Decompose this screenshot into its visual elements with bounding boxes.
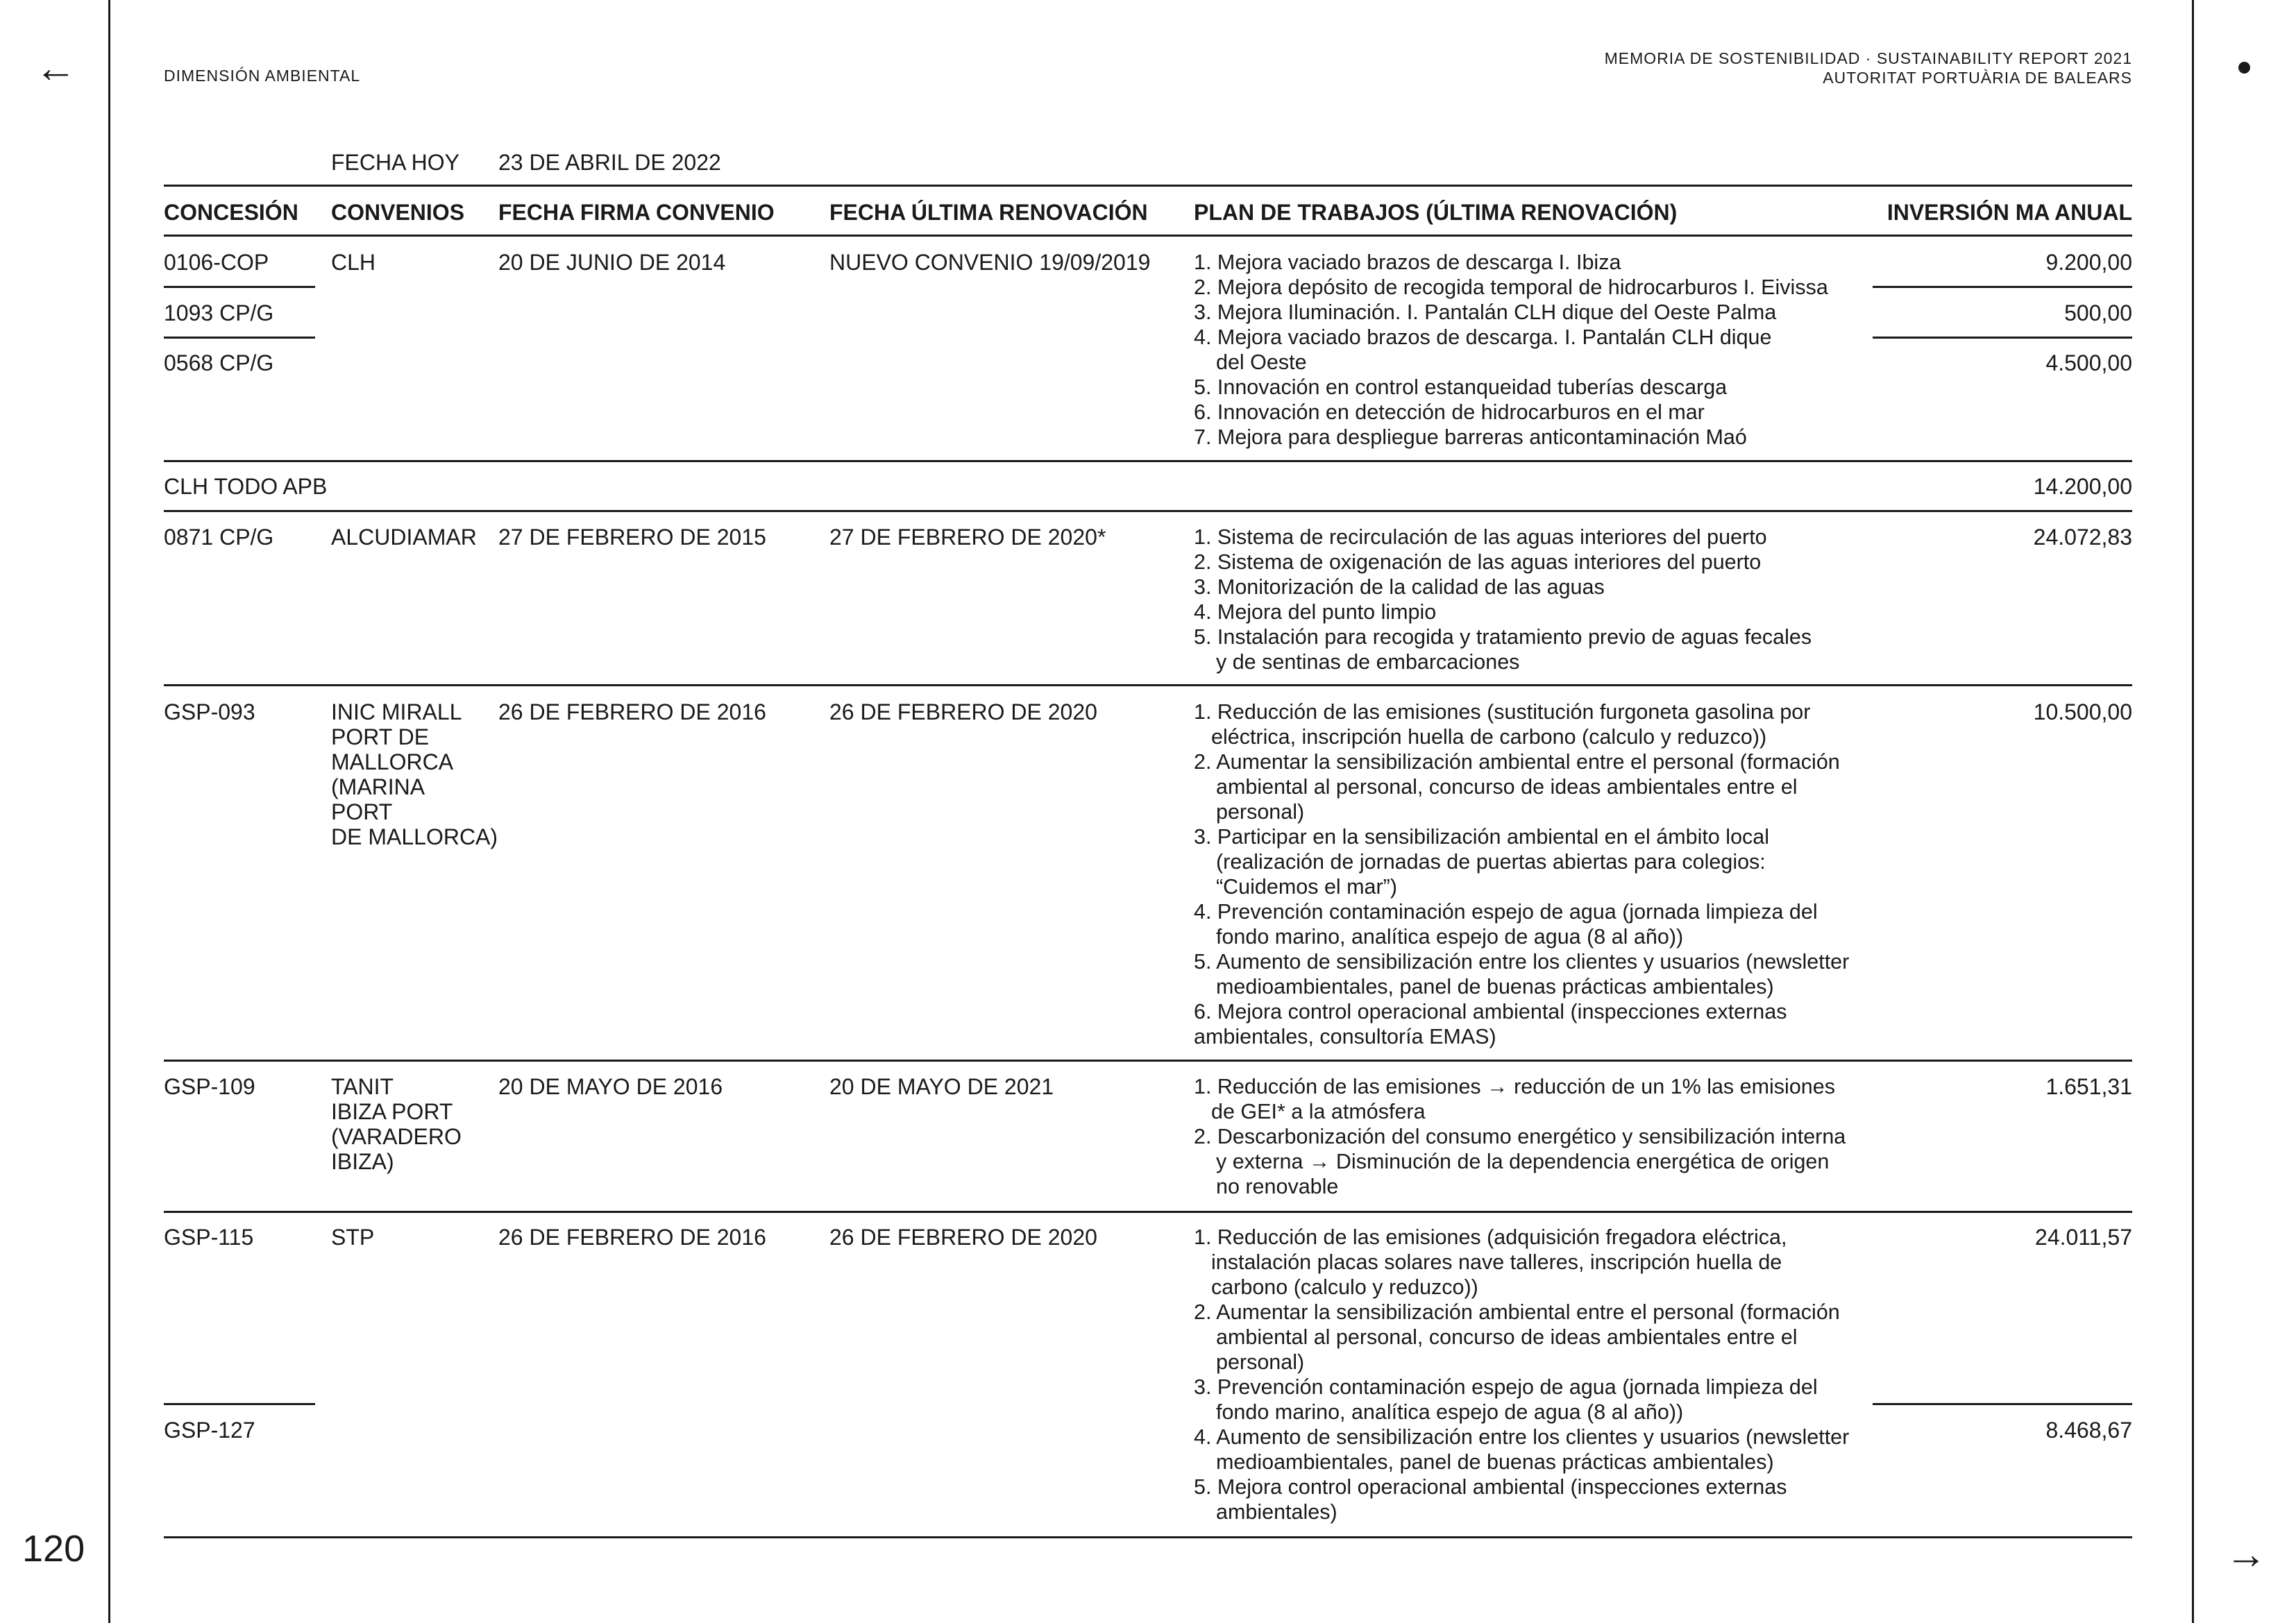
header-convenios: CONVENIOS — [331, 200, 465, 225]
fecha-firma-cell: 27 DE FEBRERO DE 2015 — [498, 525, 766, 550]
plan-item: 1. Sistema de recirculación de las aguas interiores del puerto — [1194, 525, 1767, 549]
forward-arrow-icon[interactable]: → — [2225, 1531, 2267, 1577]
plan-item: 1. Reducción de las emisiones (adquisición fregadora eléctrica, — [1194, 1225, 1787, 1249]
row-divider — [164, 684, 2132, 686]
header-inversion: INVERSIÓN MA ANUAL — [1886, 200, 2132, 225]
plan-item: 3. Prevención contaminación espejo de agua (jornada limpieza del — [1194, 1375, 1818, 1399]
cell-rule — [1873, 1403, 2132, 1405]
concesion-cell: CLH TODO APB — [164, 474, 328, 499]
plan-item: personal) — [1216, 800, 1305, 824]
plan-item: ambientales, consultoría EMAS) — [1194, 1025, 1496, 1048]
plan-item: 2. Aumentar la sensibilización ambiental entre el personal (formación — [1194, 1300, 1840, 1324]
report-title: MEMORIA DE SOSTENIBILIDAD · SUSTAINABILITY REPORT 2021 — [1604, 49, 2132, 67]
plan-item: fondo marino, analítica espejo de agua (8 al año)) — [1216, 1400, 1684, 1424]
fecha-renovacion-cell: NUEVO CONVENIO 19/09/2019 — [829, 250, 1151, 275]
fecha-firma-cell: 20 DE JUNIO DE 2014 — [498, 250, 726, 275]
row-divider — [164, 510, 2132, 512]
plan-item: 5. Innovación en control estanqueidad tuberías descarga — [1194, 375, 1728, 399]
convenio-cell — [331, 1074, 462, 1174]
convenio-line: (MARINA — [331, 774, 425, 799]
plan-item: 6. Innovación en detección de hidrocarburos en el mar — [1194, 400, 1705, 424]
plan-trabajos-cell — [1194, 525, 1812, 674]
plan-trabajos-cell — [1194, 699, 1849, 1049]
row-divider — [164, 1060, 2132, 1062]
right-divider — [2192, 0, 2194, 1623]
plan-item: 5. Aumento de sensibilización entre los clientes y usuarios (newsletter — [1194, 950, 1850, 974]
concesion-cell: GSP-115 — [164, 1225, 254, 1250]
cell-rule — [164, 1403, 315, 1405]
row-divider — [164, 460, 2132, 462]
header-plan-trabajos: PLAN DE TRABAJOS (ÚLTIMA RENOVACIÓN) — [1194, 200, 1678, 225]
back-arrow-icon[interactable]: ← — [35, 44, 76, 91]
report-organization: AUTORITAT PORTUÀRIA DE BALEARS — [1823, 69, 2132, 87]
concesion-cell: GSP-093 — [164, 699, 255, 724]
fecha-renovacion-cell: 20 DE MAYO DE 2021 — [829, 1074, 1054, 1099]
convenio-cell: STP — [331, 1225, 375, 1250]
header-bottom-rule — [164, 235, 2132, 237]
fecha-renovacion-cell: 26 DE FEBRERO DE 2020 — [829, 699, 1097, 724]
concesion-cell: 0568 CP/G — [164, 350, 274, 375]
fecha-firma-cell: 26 DE FEBRERO DE 2016 — [498, 699, 766, 724]
plan-item: 4. Mejora vaciado brazos de descarga. I. Pantalán CLH dique — [1194, 325, 1772, 349]
plan-item: fondo marino, analítica espejo de agua (8 al año)) — [1216, 925, 1684, 949]
convenio-line: INIC MIRALL — [331, 699, 462, 724]
plan-item: carbono (calculo y reduzco)) — [1211, 1275, 1478, 1299]
plan-item: “Cuidemos el mar”) — [1216, 875, 1397, 899]
plan-trabajos-cell — [1194, 250, 1828, 450]
fecha-renovacion-cell: 26 DE FEBRERO DE 2020 — [829, 1225, 1097, 1250]
plan-item: 2. Sistema de oxigenación de las aguas interiores del puerto — [1194, 550, 1762, 574]
convenio-line: (VARADERO — [331, 1124, 462, 1149]
plan-item: no renovable — [1216, 1175, 1339, 1198]
plan-item: ambiental al personal, concurso de ideas ambientales entre el — [1216, 775, 1798, 799]
plan-item: ambiental al personal, concurso de ideas ambientales entre el — [1216, 1325, 1798, 1349]
plan-item: ambientales) — [1216, 1500, 1337, 1524]
plan-item: 4. Aumento de sensibilización entre los clientes y usuarios (newsletter — [1194, 1425, 1850, 1449]
plan-item: de GEI* a la atmósfera — [1211, 1100, 1426, 1123]
convenio-line: DE MALLORCA) — [331, 824, 498, 849]
concesion-cell: GSP-109 — [164, 1074, 255, 1099]
inversion-cell: 500,00 — [2064, 300, 2132, 325]
plan-item: (realización de jornadas de puertas abiertas para colegios: — [1216, 850, 1766, 874]
plan-item: 1. Mejora vaciado brazos de descarga I. Ibiza — [1194, 250, 1621, 274]
convenio-cell — [331, 699, 498, 849]
table-top-rule — [164, 185, 2132, 187]
inversion-cell: 10.500,00 — [2033, 699, 2132, 724]
concesion-cell: 0871 CP/G — [164, 525, 274, 550]
plan-item: 3. Participar en la sensibilización ambiental en el ámbito local — [1194, 825, 1770, 849]
section-label: DIMENSIÓN AMBIENTAL — [164, 67, 361, 85]
plan-item: 2. Descarbonización del consumo energético y sensibilización interna — [1194, 1125, 1846, 1148]
inversion-cell: 9.200,00 — [2045, 250, 2132, 275]
cell-rule — [1873, 286, 2132, 288]
plan-item: 2. Aumentar la sensibilización ambiental entre el personal (formación — [1194, 750, 1840, 774]
inversion-cell: 24.011,57 — [2035, 1225, 2132, 1250]
convenio-line: TANIT — [331, 1074, 394, 1099]
concesion-cell: 0106-COP — [164, 250, 269, 275]
plan-trabajos-cell — [1194, 1225, 1849, 1524]
fecha-firma-cell: 26 DE FEBRERO DE 2016 — [498, 1225, 766, 1250]
inversion-cell: 8.468,67 — [2045, 1418, 2132, 1443]
plan-item: 1. Reducción de las emisiones → reducción de un 1% las emisiones — [1194, 1075, 1835, 1098]
bullet-icon — [2238, 62, 2250, 74]
convenio-cell: ALCUDIAMAR — [331, 525, 477, 550]
table-bottom-rule — [164, 1536, 2132, 1538]
convenio-line: IBIZA PORT — [331, 1099, 453, 1124]
plan-item: 5. Instalación para recogida y tratamiento previo de aguas fecales — [1194, 625, 1812, 649]
plan-item: 4. Prevención contaminación espejo de agua (jornada limpieza del — [1194, 900, 1818, 924]
fecha-renovacion-cell: 27 DE FEBRERO DE 2020* — [829, 525, 1106, 550]
cell-rule — [164, 286, 315, 288]
header-fecha-renovacion: FECHA ÚLTIMA RENOVACIÓN — [829, 200, 1148, 225]
page-number: 120 — [22, 1528, 85, 1570]
plan-item: medioambientales, panel de buenas prácticas ambientales) — [1216, 975, 1774, 999]
plan-item: del Oeste — [1216, 350, 1307, 374]
plan-item: 7. Mejora para despliegue barreras anticontaminación Maó — [1194, 425, 1747, 449]
plan-item: y externa → Disminución de la dependencia energética de origen — [1216, 1150, 1830, 1173]
plan-item: y de sentinas de embarcaciones — [1216, 650, 1520, 674]
inversion-cell: 1.651,31 — [2045, 1074, 2132, 1099]
inversion-cell: 14.200,00 — [2033, 474, 2132, 499]
plan-item: 3. Mejora Iluminación. I. Pantalán CLH dique del Oeste Palma — [1194, 300, 1777, 324]
plan-item: 2. Mejora depósito de recogida temporal de hidrocarburos I. Eivissa — [1194, 275, 1828, 299]
inversion-cell: 24.072,83 — [2033, 525, 2132, 550]
convenio-line: MALLORCA — [331, 749, 454, 774]
convenio-line: PORT — [331, 799, 393, 824]
header-fecha-firma: FECHA FIRMA CONVENIO — [498, 200, 775, 225]
cell-rule — [1873, 337, 2132, 339]
fecha-hoy-value: 23 DE ABRIL DE 2022 — [498, 150, 721, 175]
report-header — [1605, 49, 2132, 87]
fecha-firma-cell: 20 DE MAYO DE 2016 — [498, 1074, 723, 1099]
fecha-hoy-label: FECHA HOY — [331, 150, 459, 175]
convenio-line: IBIZA) — [331, 1149, 394, 1174]
plan-item: 6. Mejora control operacional ambiental (inspecciones externas — [1194, 1000, 1787, 1023]
concesion-cell: 1093 CP/G — [164, 300, 274, 325]
convenio-cell: CLH — [331, 250, 376, 275]
inversion-cell: 4.500,00 — [2045, 350, 2132, 375]
plan-item: 1. Reducción de las emisiones (sustitución furgoneta gasolina por — [1194, 700, 1811, 724]
header-concesion: CONCESIÓN — [164, 200, 298, 225]
plan-item: eléctrica, inscripción huella de carbono (calculo y reduzco)) — [1211, 725, 1767, 749]
plan-item: personal) — [1216, 1350, 1305, 1374]
cell-rule — [164, 337, 315, 339]
plan-item: medioambientales, panel de buenas prácticas ambientales) — [1216, 1450, 1774, 1474]
convenio-line: PORT DE — [331, 724, 430, 749]
row-divider — [164, 1211, 2132, 1213]
left-divider — [108, 0, 110, 1623]
plan-item: 3. Monitorización de la calidad de las aguas — [1194, 575, 1605, 599]
plan-item: 5. Mejora control operacional ambiental (inspecciones externas — [1194, 1475, 1787, 1499]
concesion-cell: GSP-127 — [164, 1418, 255, 1443]
plan-item: instalación placas solares nave talleres, inscripción huella de — [1211, 1250, 1782, 1274]
plan-trabajos-cell — [1194, 1074, 1846, 1199]
plan-item: 4. Mejora del punto limpio — [1194, 600, 1437, 624]
